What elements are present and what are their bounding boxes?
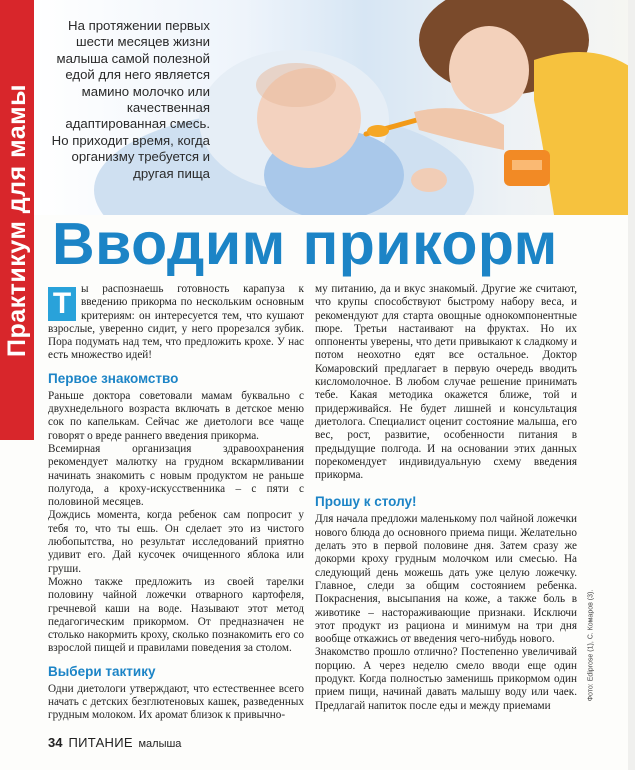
paragraph: му питанию, да и вкус знакомый. Другие же считают, что крупы способствуют быстрому набору веса, и рекомендуют для старта овощные однокомпонентные пюре. Третьи настаивают на фруктах. Но их оппоненты уверены, что дети привыкают к сладкому и потом неохотно едят все остальное. Доктор Комаровский предлагает в первую очередь вводить кисломолочное. В любом случае решение принимать тебе. Какая методика окажется ближе, той и придерживайся. Не будет лишней и консультация диетолога. Специалист оценит состояние малыша, его вес, рост, развитие, особенности питания в предыдущие полгода. И на основании этих данных порекомендует индивидуальную схему введения прикорма. — [315, 283, 577, 482]
lead-text: ы распознаешь готовность карапуза к введению прикорма по нескольким основным критериям: он интересуется тем, что кушают взрослые, уверенно сидит, у него прорезался зубик. Пора подумать над тем, что предложить крохе. У нас есть множество идей! — [48, 283, 304, 362]
section-label: Практикум для мамы — [2, 83, 31, 357]
paragraph: Всемирная организация здравоохранения рекомендует малютку на грудном вскармливании начинать знакомить с новым продуктом не раньше полугода, а кроху-искусственника – с пяти с половиной месяцев. — [48, 442, 304, 509]
paragraph: Для начала предложи маленькому пол чайной ложечки нового блюда до основного приема пищи. Желательно делать это в первой половине дня. Затем сразу же докорми кроху грудным молочком или смесью. На следующий день можешь дать уже целую ложечку. Главное, следи за общим состоянием ребенка. Покраснения, высыпания на коже, а также боль в животике – настораживающие признаки. Исключи этот продукт из рациона и минимум на три дня вообще откажись от введения чего-нибудь нового. — [315, 513, 577, 646]
article-column-2 — [315, 283, 577, 713]
intro-text: На протяжении первых шести месяцев жизни малыша самой полезной едой для него является мамино молочко или качественная адаптированная смесь. Но приходит время, когда организму требуется и другая пища — [51, 18, 210, 181]
magazine-brand: ПИТАНИЕ — [68, 735, 133, 750]
paragraph: Одни диетологи утверждают, что естественнее всего начать с детских безглютеновых кашек, разведенных грудным молоком. Их аромат близок к привычно- — [48, 682, 304, 722]
page-title: Вводим прикорм — [52, 211, 558, 277]
drop-cap: Т — [48, 287, 76, 321]
photo-credit: Фото: Ediprose (1), С. Комаров (3). — [587, 589, 595, 701]
subhead-choose-tactics: Выбери тактику — [48, 663, 156, 679]
paragraph: Дождись момента, когда ребенок сам попросит у тебя то, что ты ешь. Он сделает это из чистого любопытства, но результат исследований приятно удивит его. Дай кусочек очищенного яблока или груши. — [48, 509, 304, 575]
page-edge — [628, 0, 635, 770]
page-number: 34 — [48, 735, 63, 750]
subhead-to-the-table: Прошу к столу! — [315, 494, 417, 510]
paragraph: Знакомство прошло отлично? Постепенно увеличивай порцию. А через неделю смело вводи еще один продукт. Когда полностью заменишь прикормом один прием пищи, начинай давать малышу воду или чаек. Предлагай напиток после еды и между приемами — [315, 646, 577, 712]
photo-credit-wrap — [584, 540, 598, 750]
subhead-first-acquaintance: Первое знакомство — [48, 370, 179, 386]
page-footer — [48, 735, 181, 750]
lead-paragraph — [48, 283, 304, 363]
section-label-wrap — [0, 0, 34, 440]
article-column-1 — [48, 283, 304, 723]
magazine-brand-suffix: малыша — [138, 738, 182, 750]
paragraph: Можно также предложить из своей тарелки половину чайной ложечки отварного картофеля, гречневой каши на воде. Называют этот метод педагогическим прикормом. От предназначен не столько накормить кроху, сколько познакомить его со взрослой пищей и правилами поведения за столом. — [48, 575, 304, 655]
paragraph: Раньше доктора советовали мамам буквально с двухнедельного возраста включать в детское меню сок по капелькам. Сейчас же диетологи все чаще говорят о вреде раннего введения прикорма. — [48, 389, 304, 442]
